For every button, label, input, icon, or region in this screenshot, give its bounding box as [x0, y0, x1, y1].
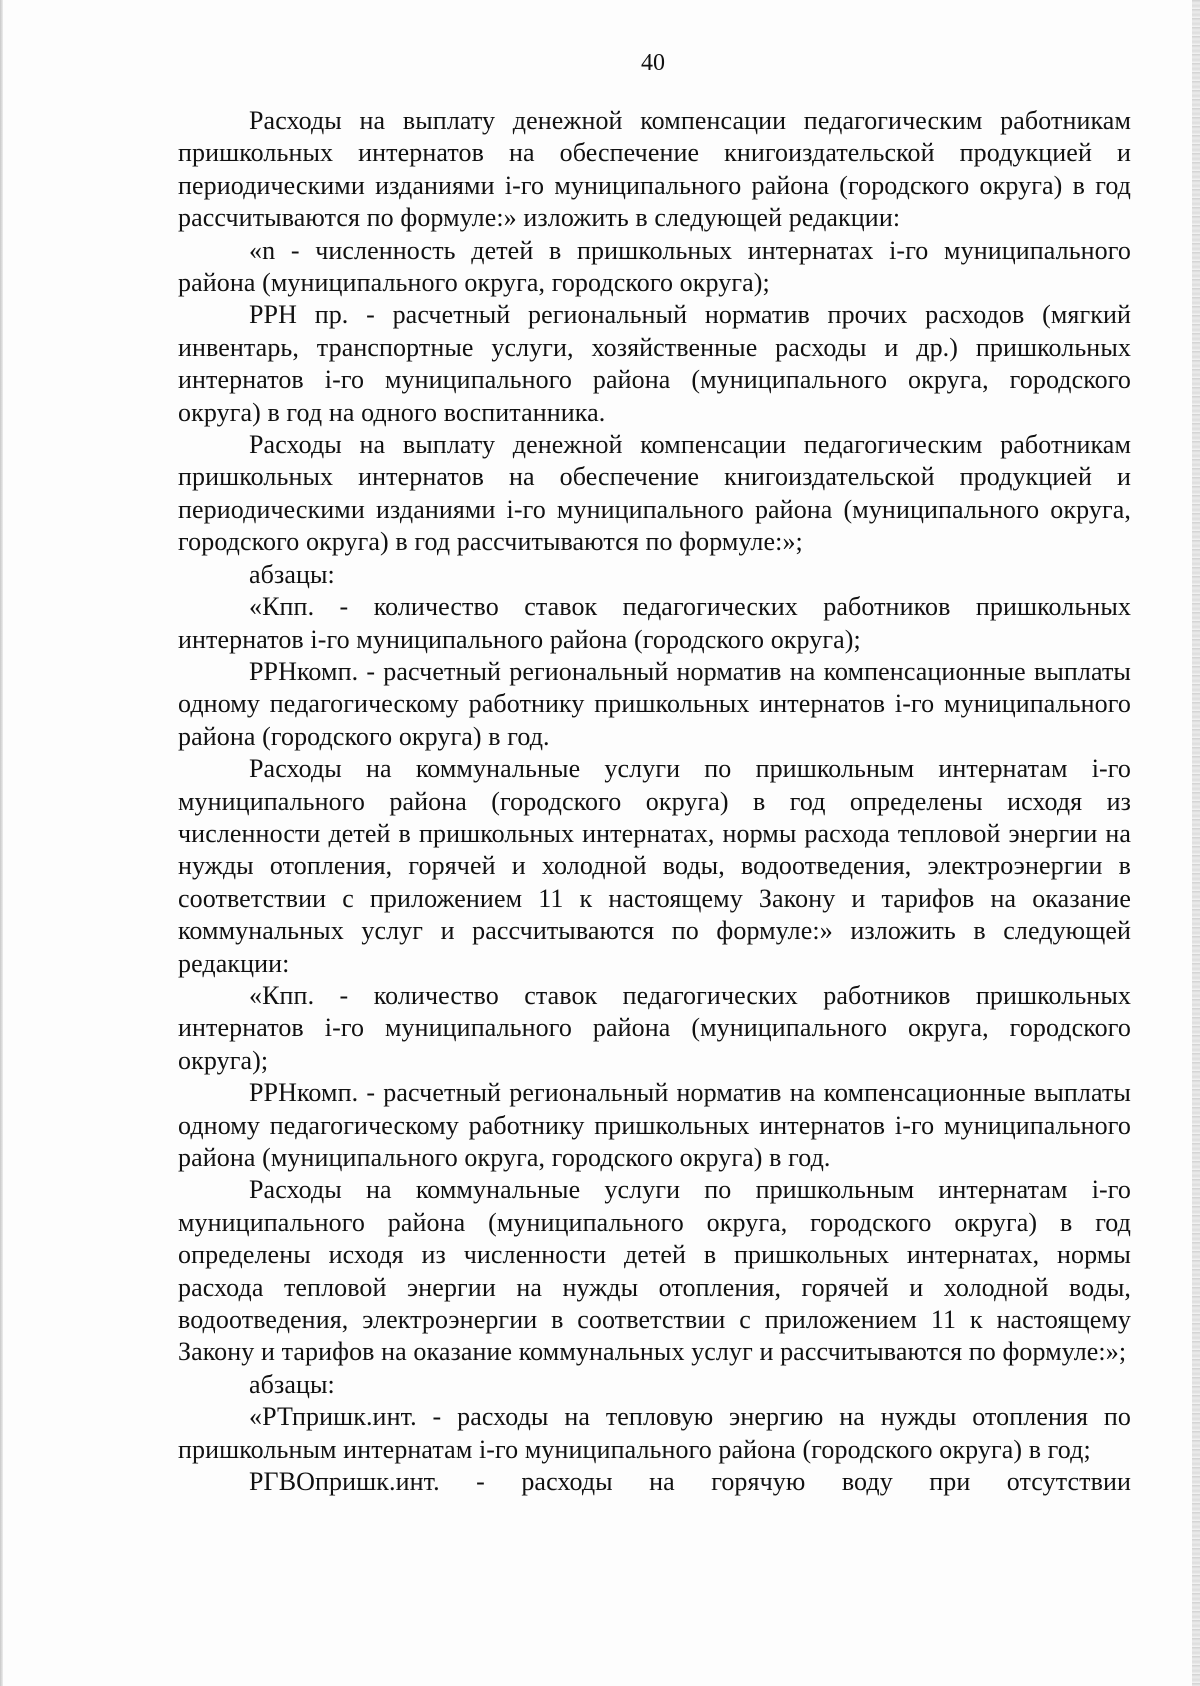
- page-number: 40: [641, 50, 665, 76]
- paragraph: абзацы:: [249, 1369, 335, 1399]
- paragraph: Расходы на выплату денежной компенсации педагогическим работникам пришкольных интернатов на обеспечение книгоиздательской продукцией и периодическими изданиями i-го муниципального района (городского округа) в год рассчитываются по формуле:» изложить в следующей редакции:: [178, 106, 1131, 233]
- paragraph: «РТпришк.инт. - расходы на тепловую энергию на нужды отопления по пришкольным интернатам i-го муниципального района (городского округа) в год;: [178, 1402, 1131, 1464]
- paragraph: РРН пр. - расчетный региональный норматив прочих расходов (мягкий инвентарь, транспортные услуги, хозяйственные расходы и др.) пришкольных интернатов i-го муниципального района (муниципального округа, городского округа) в год на одного воспитанника.: [178, 300, 1131, 427]
- paragraph: абзацы:: [249, 559, 335, 589]
- paragraph: Расходы на выплату денежной компенсации педагогическим работникам пришкольных интернатов на обеспечение книгоиздательской продукцией и периодическими изданиями i-го муниципального района (муниципального округа, городского округа) в год рассчитываются по формуле:»;: [178, 430, 1131, 557]
- paragraph: Расходы на коммунальные услуги по пришкольным интернатам i-го муниципального района (муниципального округа, городского округа) в год определены исходя из численности детей в пришкольных интернатах, нормы расхода тепловой энергии на нужды отопления, горячей и холодной воды, водоотведения, электроэнергии в соответствии с приложением 11 к настоящему Закону и тарифов на оказание коммунальных услуг и рассчитываются по формуле:»;: [178, 1175, 1131, 1367]
- paragraph: РРНкомп. - расчетный региональный норматив на компенсационные выплаты одному педагогическому работнику пришкольных интернатов i-го муниципального района (муниципального округа, городского округа) в год.: [178, 1078, 1131, 1172]
- paragraph: «Кпп. - количество ставок педагогических работников пришкольных интернатов i-го муниципального района (городского округа);: [178, 592, 1131, 654]
- paragraph: Расходы на коммунальные услуги по пришкольным интернатам i-го муниципального района (городского округа) в год определены исходя из численности детей в пришкольных интернатах, нормы расхода тепловой энергии на нужды отопления, горячей и холодной воды, водоотведения, электроэнергии в соответствии с приложением 11 к настоящему Закону и тарифов на оказание коммунальных услуг и рассчитываются по формуле:» изложить в следующей редакции:: [178, 754, 1131, 978]
- scan-edge-right: [1192, 0, 1200, 1686]
- paragraph: «Кпп. - количество ставок педагогических работников пришкольных интернатов i-го муниципального района (муниципального округа, городского округа);: [178, 980, 1131, 1075]
- paragraph: РГВОпришк.инт. - расходы на горячую воду при отсутствии: [249, 1467, 1131, 1497]
- scan-edge-left: [0, 0, 3, 1686]
- paragraph: РРНкомп. - расчетный региональный норматив на компенсационные выплаты одному педагогическому работнику пришкольных интернатов i-го муниципального района (городского округа) в год.: [178, 656, 1131, 751]
- paragraph: «n - численность детей в пришкольных интернатах i-го муниципального района (муниципального округа, городского округа);: [178, 235, 1131, 298]
- document-body: [178, 105, 1131, 1498]
